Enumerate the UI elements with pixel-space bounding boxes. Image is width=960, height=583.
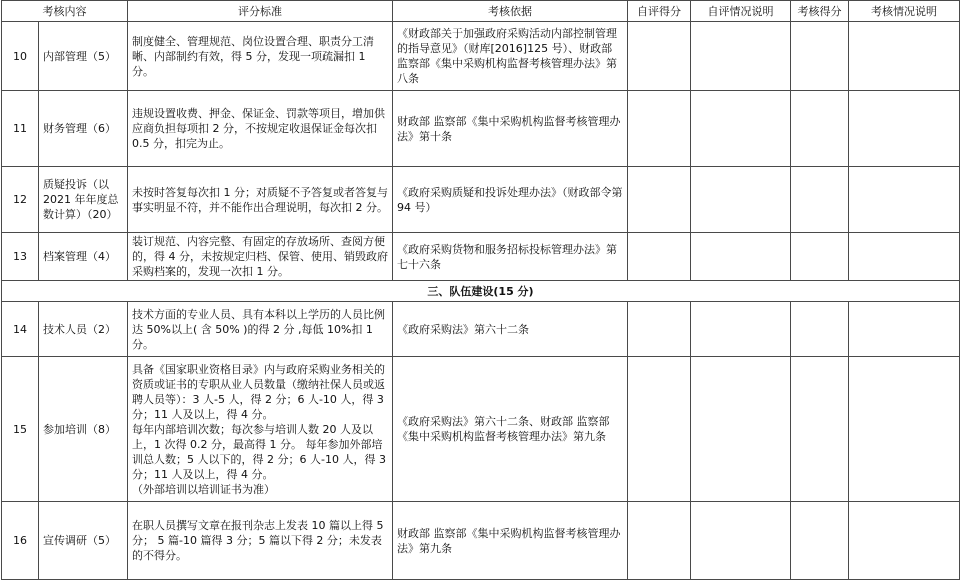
row-item: 技术人员（2）	[39, 302, 128, 357]
header-assess-score: 考核得分	[791, 1, 849, 22]
row-item: 宣传调研（5）	[39, 502, 128, 580]
row-basis: 《政府采购质疑和投诉处理办法》（财政部令第 94 号）	[393, 167, 628, 233]
self-score-cell[interactable]	[628, 357, 691, 502]
header-basis: 考核依据	[393, 1, 628, 22]
row-number: 15	[2, 357, 39, 502]
row-basis: 《政府采购货物和服务招标投标管理办法》第七十六条	[393, 233, 628, 281]
row-criteria: 制度健全、管理规范、岗位设置合理、职责分工清晰、内部制约有效，得 5 分，发现一项疏漏扣 1 分。	[128, 22, 393, 91]
row-basis: 财政部 监察部《集中采购机构监督考核管理办法》第十条	[393, 91, 628, 167]
assess-score-cell[interactable]	[791, 502, 849, 580]
assess-score-cell[interactable]	[791, 357, 849, 502]
row-number: 12	[2, 167, 39, 233]
self-score-cell[interactable]	[628, 502, 691, 580]
row-number: 14	[2, 302, 39, 357]
row-item: 档案管理（4）	[39, 233, 128, 281]
section-row	[2, 281, 960, 302]
row-criteria: 装订规范、内容完整、有固定的存放场所、查阅方便的，得 4 分，未按规定归档、保管、使用、销毁政府采购档案的，发现一次扣 1 分。	[128, 233, 393, 281]
table-row	[2, 167, 960, 233]
self-score-cell[interactable]	[628, 167, 691, 233]
row-criteria: 在职人员撰写文章在报刊杂志上发表 10 篇以上得 5 分； 5 篇-10 篇得 3 分；5 篇以下得 2 分；未发表的不得分。	[128, 502, 393, 580]
self-desc-cell[interactable]	[691, 502, 791, 580]
self-score-cell[interactable]	[628, 233, 691, 281]
assess-score-cell[interactable]	[791, 302, 849, 357]
row-criteria: 技术方面的专业人员、具有本科以上学历的人员比例达 50%以上( 含 50% )的得 2 分 ,每低 10%扣 1 分。	[128, 302, 393, 357]
assess-score-cell[interactable]	[791, 233, 849, 281]
row-item: 财务管理（6）	[39, 91, 128, 167]
assess-desc-cell[interactable]	[849, 502, 960, 580]
row-basis: 财政部 监察部《集中采购机构监督考核管理办法》第九条	[393, 502, 628, 580]
row-basis: 《财政部关于加强政府采购活动内部控制管理的指导意见》（财库[2016]125 号）、财政部 监察部《集中采购机构监督考核管理办法》第八条	[393, 22, 628, 91]
header-self-desc: 自评情况说明	[691, 1, 791, 22]
table-row	[2, 91, 960, 167]
assess-desc-cell[interactable]	[849, 167, 960, 233]
table-row	[2, 357, 960, 502]
assess-desc-cell[interactable]	[849, 233, 960, 281]
row-item: 内部管理（5）	[39, 22, 128, 91]
header-row	[2, 1, 960, 22]
row-item: 参加培训（8）	[39, 357, 128, 502]
assess-score-cell[interactable]	[791, 167, 849, 233]
row-criteria: 具备《国家职业资格目录》内与政府采购业务相关的资质或证书的专职从业人员数量（缴纳社保人员或返聘人员等）：3 人-5 人，得 2 分；6 人-10 人，得 3 分；11 人及以上，得 4 分。 每年内部培训次数；每次参与培训人数 20 人及以上，1 次得 0.2 分，最高得 1 分。 每年参加外部培训总人数；5 人以下的，得 2 分；6 人-10 人，得 3 分；11 人及以上，得 4 分。 （外部培训以培训证书为准）	[128, 357, 393, 502]
row-number: 16	[2, 502, 39, 580]
row-number: 10	[2, 22, 39, 91]
assessment-table	[1, 0, 960, 580]
self-desc-cell[interactable]	[691, 91, 791, 167]
section-title: 三、队伍建设(15 分)	[2, 281, 960, 302]
row-number: 13	[2, 233, 39, 281]
self-score-cell[interactable]	[628, 22, 691, 91]
assess-score-cell[interactable]	[791, 91, 849, 167]
self-score-cell[interactable]	[628, 91, 691, 167]
assess-desc-cell[interactable]	[849, 91, 960, 167]
header-criteria: 评分标准	[128, 1, 393, 22]
header-assess-desc: 考核情况说明	[849, 1, 960, 22]
row-criteria: 违规设置收费、押金、保证金、罚款等项目，增加供应商负担每项扣 2 分，不按规定收退保证金每次扣 0.5 分，扣完为止。	[128, 91, 393, 167]
row-basis: 《政府采购法》第六十二条、财政部 监察部《集中采购机构监督考核管理办法》第九条	[393, 357, 628, 502]
table-row	[2, 302, 960, 357]
self-desc-cell[interactable]	[691, 167, 791, 233]
row-criteria: 未按时答复每次扣 1 分；对质疑不予答复或者答复与事实明显不符，并不能作出合理说明，每次扣 2 分。	[128, 167, 393, 233]
self-desc-cell[interactable]	[691, 302, 791, 357]
assess-score-cell[interactable]	[791, 22, 849, 91]
self-desc-cell[interactable]	[691, 357, 791, 502]
header-item: 考核内容	[2, 1, 128, 22]
assess-desc-cell[interactable]	[849, 357, 960, 502]
row-number: 11	[2, 91, 39, 167]
assess-desc-cell[interactable]	[849, 22, 960, 91]
table-row	[2, 22, 960, 91]
table-row	[2, 502, 960, 580]
self-desc-cell[interactable]	[691, 22, 791, 91]
row-basis: 《政府采购法》第六十二条	[393, 302, 628, 357]
self-desc-cell[interactable]	[691, 233, 791, 281]
table-row	[2, 233, 960, 281]
self-score-cell[interactable]	[628, 302, 691, 357]
assess-desc-cell[interactable]	[849, 302, 960, 357]
row-item: 质疑投诉（以 2021 年年度总数计算）（20）	[39, 167, 128, 233]
header-self-score: 自评得分	[628, 1, 691, 22]
